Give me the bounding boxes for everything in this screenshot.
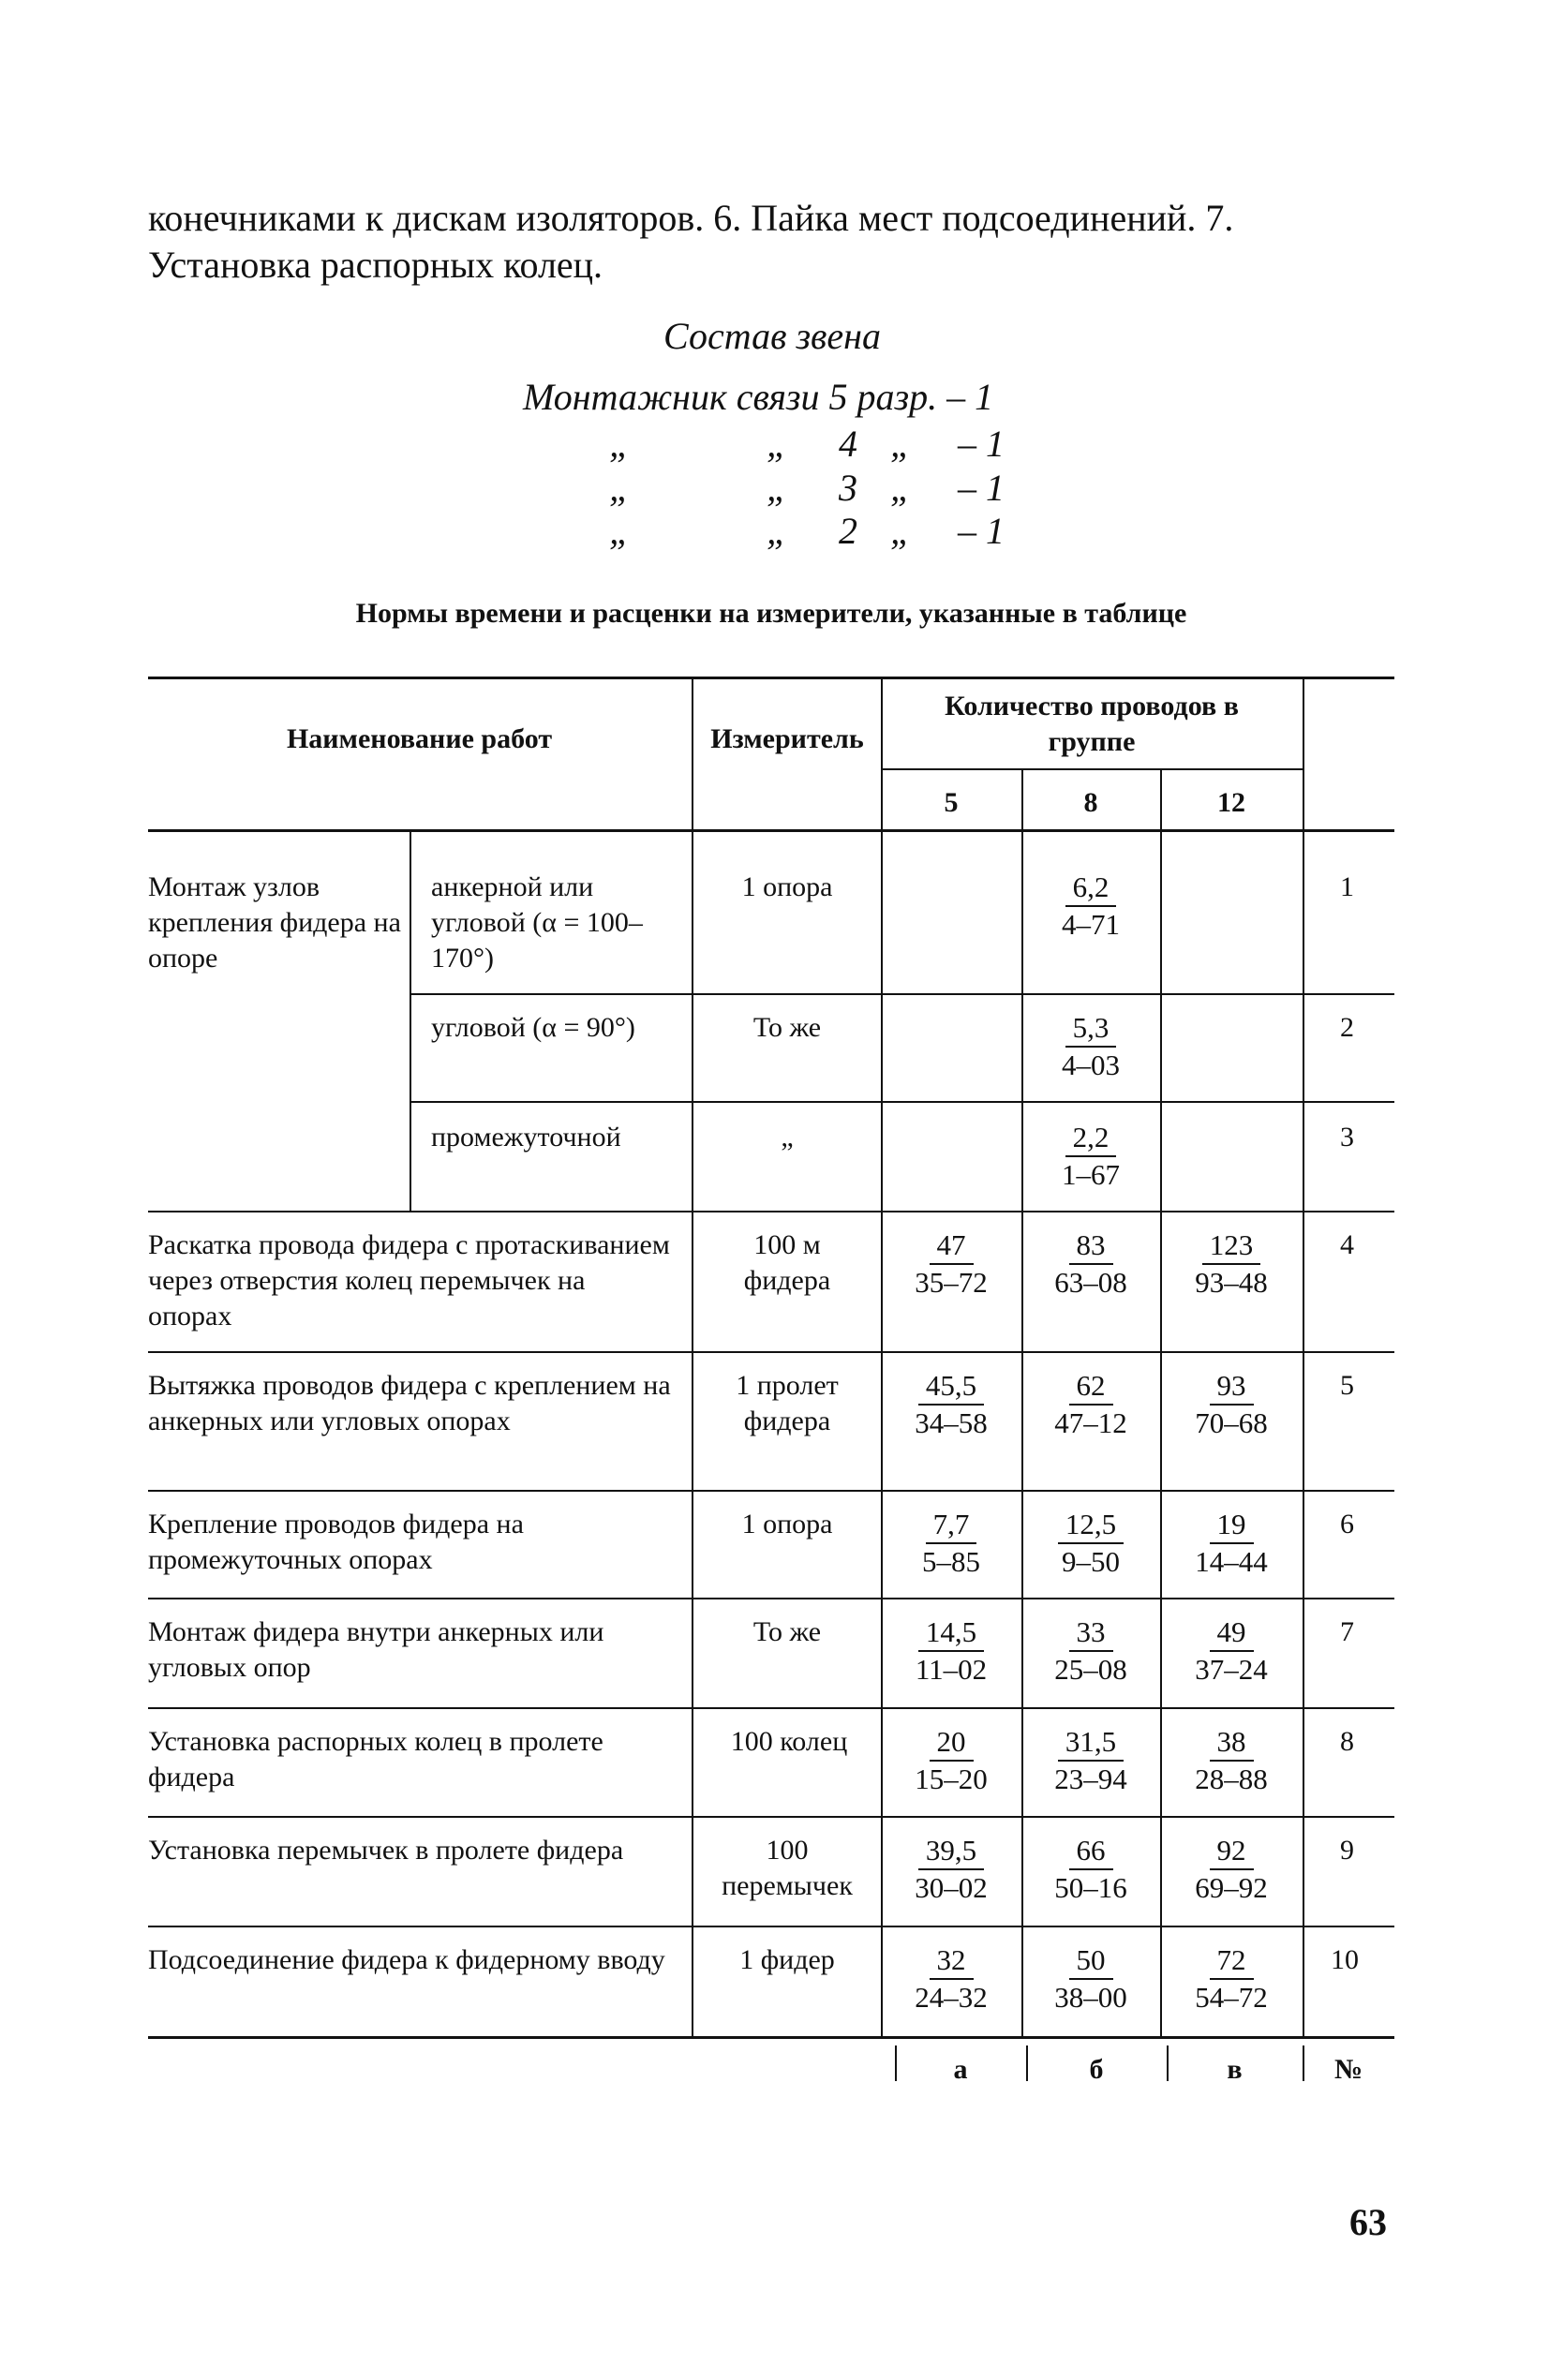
row-7-col-c-den: 37–24 xyxy=(1195,1653,1268,1686)
row-4-col-b-den: 63–08 xyxy=(1054,1266,1127,1299)
row-7-unit: То же xyxy=(752,1616,822,1647)
row-6-no: 6 xyxy=(1340,1509,1354,1540)
row-8-col-b xyxy=(1035,1724,1147,1797)
row-4-unit: 100 м фидера xyxy=(743,1229,831,1296)
row-10-name: Подсоединение фидера к фидерному вводу xyxy=(148,1944,665,1975)
row-rule xyxy=(148,1816,1394,1818)
row-2-col-b xyxy=(1035,1010,1147,1083)
row-5-col-a-den: 34–58 xyxy=(915,1406,988,1439)
row-9-unit: 100 перемычек xyxy=(722,1835,853,1901)
row-9-col-a-den: 30–02 xyxy=(915,1871,988,1904)
row-5-col-b-den: 47–12 xyxy=(1054,1406,1127,1439)
row-9-col-c-num: 92 xyxy=(1210,1833,1254,1870)
crew-count: – 1 xyxy=(958,423,1005,465)
footer-rule xyxy=(1303,2045,1304,2081)
header-bottom-rule xyxy=(148,829,1394,832)
footer-col-a: а xyxy=(953,2054,968,2085)
header-col-5: 5 xyxy=(944,787,959,818)
row-10-no: 10 xyxy=(1331,1944,1359,1975)
row-3-col-b xyxy=(1035,1120,1147,1193)
row-7-col-a xyxy=(895,1614,1007,1688)
footer-col-c: в xyxy=(1227,2054,1243,2085)
crew-count: – 1 xyxy=(958,467,1005,509)
row-8-unit: 100 колец xyxy=(730,1726,848,1757)
row-10-col-a-num: 32 xyxy=(930,1942,974,1980)
row-9-col-b-num: 66 xyxy=(1069,1833,1113,1870)
row-10-col-a-den: 24–32 xyxy=(915,1981,988,2014)
row-5-col-c xyxy=(1175,1368,1288,1441)
crew-grade: 2 xyxy=(839,510,857,552)
row-5-unit: 1 пролет фидера xyxy=(736,1370,839,1436)
row-1-no: 1 xyxy=(1340,871,1354,902)
row-10-col-b-den: 38–00 xyxy=(1054,1981,1127,2014)
table-top-rule xyxy=(148,677,1394,679)
col-rule xyxy=(692,677,693,2036)
crew-title: Состав звена xyxy=(663,315,882,357)
row-4-col-a-num: 47 xyxy=(930,1227,974,1265)
row-2-col-b-den: 4–03 xyxy=(1062,1049,1120,1081)
row-8-col-c-num: 38 xyxy=(1210,1724,1254,1762)
group-name: Монтаж узлов крепления фидера на опоре xyxy=(148,871,401,974)
crew-ditto: „ xyxy=(767,423,788,465)
row-6-col-c-den: 14–44 xyxy=(1195,1545,1268,1578)
row-8-col-b-num: 31,5 xyxy=(1058,1724,1124,1762)
row-8-col-c xyxy=(1175,1724,1288,1797)
col-rule xyxy=(1303,677,1304,2036)
row-7-col-a-den: 11–02 xyxy=(915,1653,988,1686)
row-3-no: 3 xyxy=(1340,1122,1354,1153)
row-6-col-a xyxy=(895,1507,1007,1580)
row-6-col-b-den: 9–50 xyxy=(1062,1545,1120,1578)
row-1-col-b xyxy=(1035,870,1147,943)
col-rule xyxy=(1021,768,1023,2036)
row-3-col-b-den: 1–67 xyxy=(1062,1158,1120,1191)
row-8-col-a-num: 20 xyxy=(930,1724,974,1762)
row-8-col-a xyxy=(895,1724,1007,1797)
row-8-col-a-den: 15–20 xyxy=(915,1763,988,1795)
crew-count: – 1 xyxy=(958,510,1005,552)
row-7-col-b-den: 25–08 xyxy=(1054,1653,1127,1686)
row-7-col-b-num: 33 xyxy=(1069,1614,1113,1652)
table-title: Нормы времени и расценки на измерители, указанные в таблице xyxy=(355,598,1187,629)
row-9-col-a xyxy=(895,1833,1007,1906)
row-9-name: Установка перемычек в пролете фидера xyxy=(148,1835,624,1866)
row-2-sub: угловой (α = 90°) xyxy=(431,1012,635,1043)
col-rule xyxy=(1160,768,1162,2036)
row-7-no: 7 xyxy=(1340,1616,1354,1647)
header-col-12: 12 xyxy=(1217,787,1245,818)
crew-line-1: Монтажник связи 5 разр. – 1 xyxy=(523,376,994,418)
row-4-col-a xyxy=(895,1227,1007,1301)
row-rule xyxy=(148,1598,1394,1599)
row-7-col-a-num: 14,5 xyxy=(918,1614,984,1652)
row-rule xyxy=(410,1101,1394,1103)
row-9-col-c-den: 69–92 xyxy=(1195,1871,1268,1904)
row-4-no: 4 xyxy=(1340,1229,1354,1260)
row-8-col-c-den: 28–88 xyxy=(1195,1763,1268,1795)
row-6-col-b-num: 12,5 xyxy=(1058,1507,1124,1544)
row-4-col-b-num: 83 xyxy=(1069,1227,1113,1265)
row-7-col-c-num: 49 xyxy=(1210,1614,1254,1652)
row-2-no: 2 xyxy=(1340,1012,1354,1043)
row-5-name: Вытяжка проводов фидера с креплением на анкерных или угловых опорах xyxy=(148,1370,671,1436)
row-4-col-c-num: 123 xyxy=(1202,1227,1261,1265)
row-6-unit: 1 опора xyxy=(741,1509,833,1540)
row-3-sub: промежуточной xyxy=(431,1122,621,1153)
footer-number-sign: № xyxy=(1334,2054,1363,2085)
row-6-col-c xyxy=(1175,1507,1288,1580)
crew-ditto: „ xyxy=(890,510,912,552)
row-10-col-c xyxy=(1175,1942,1288,2016)
header-name: Наименование работ xyxy=(286,723,553,754)
row-rule xyxy=(148,1211,1394,1212)
row-7-name: Монтаж фидера внутри анкерных или угловых опор xyxy=(148,1616,604,1683)
row-4-name: Раскатка провода фидера с протаскиванием через отверстия колец перемычек на опорах xyxy=(148,1229,670,1331)
crew-grade: 4 xyxy=(839,423,857,465)
row-10-unit: 1 фидер xyxy=(739,1944,835,1975)
row-6-col-a-num: 7,7 xyxy=(926,1507,977,1544)
row-9-col-c xyxy=(1175,1833,1288,1906)
row-2-unit: То же xyxy=(752,1012,822,1043)
row-9-col-b-den: 50–16 xyxy=(1054,1871,1127,1904)
crew-ditto: „ xyxy=(890,423,912,465)
row-8-no: 8 xyxy=(1340,1726,1354,1757)
header-col-8: 8 xyxy=(1083,787,1098,818)
crew-ditto: „ xyxy=(767,467,788,509)
header-qty: Количество проводов в группе xyxy=(945,691,1239,757)
crew-ditto: „ xyxy=(609,423,631,465)
row-8-name: Установка распорных колец в пролете фидера xyxy=(148,1726,603,1792)
row-7-col-c xyxy=(1175,1614,1288,1688)
col-rule xyxy=(881,677,883,2036)
row-2-col-b-num: 5,3 xyxy=(1065,1010,1117,1048)
row-4-col-c-den: 93–48 xyxy=(1195,1266,1268,1299)
row-rule xyxy=(148,1351,1394,1353)
page-number: 63 xyxy=(1349,2201,1387,2243)
col-rule xyxy=(410,829,411,1211)
row-8-col-b-den: 23–94 xyxy=(1054,1763,1127,1795)
row-5-col-a xyxy=(895,1368,1007,1441)
row-5-col-c-num: 93 xyxy=(1210,1368,1254,1406)
row-9-no: 9 xyxy=(1340,1835,1354,1866)
row-10-col-b xyxy=(1035,1942,1147,2016)
row-rule xyxy=(148,1707,1394,1709)
row-1-col-b-den: 4–71 xyxy=(1062,908,1120,941)
row-rule xyxy=(148,1926,1394,1927)
row-5-no: 5 xyxy=(1340,1370,1354,1401)
footer-col-b: б xyxy=(1089,2054,1104,2085)
row-7-col-b xyxy=(1035,1614,1147,1688)
row-3-col-b-num: 2,2 xyxy=(1065,1120,1117,1157)
row-5-col-c-den: 70–68 xyxy=(1195,1406,1268,1439)
row-4-col-a-den: 35–72 xyxy=(915,1266,988,1299)
intro-paragraph: конечниками к дискам изоляторов. 6. Пайка мест подсоединений. 7. Установка распорных колец. xyxy=(148,197,1234,286)
row-5-col-b xyxy=(1035,1368,1147,1441)
row-6-col-c-num: 19 xyxy=(1210,1507,1254,1544)
row-1-unit: 1 опора xyxy=(741,871,833,902)
crew-ditto: „ xyxy=(767,510,788,552)
row-9-col-a-num: 39,5 xyxy=(918,1833,984,1870)
table-bottom-rule xyxy=(148,2036,1394,2039)
row-4-col-c xyxy=(1175,1227,1288,1301)
row-10-col-b-num: 50 xyxy=(1069,1942,1113,1980)
crew-ditto: „ xyxy=(609,467,631,509)
header-unit: Измеритель xyxy=(710,723,864,754)
row-10-col-c-num: 72 xyxy=(1210,1942,1254,1980)
row-6-name: Крепление проводов фидера на промежуточных опорах xyxy=(148,1509,524,1575)
crew-grade: 3 xyxy=(839,467,857,509)
row-rule xyxy=(410,993,1394,995)
row-rule xyxy=(148,1490,1394,1492)
crew-ditto: „ xyxy=(890,467,912,509)
row-9-col-b xyxy=(1035,1833,1147,1906)
row-6-col-a-den: 5–85 xyxy=(922,1545,980,1578)
row-1-col-b-num: 6,2 xyxy=(1065,870,1117,907)
row-10-col-c-den: 54–72 xyxy=(1195,1981,1268,2014)
row-3-unit: „ xyxy=(781,1122,794,1153)
row-6-col-b xyxy=(1035,1507,1147,1580)
row-10-col-a xyxy=(895,1942,1007,2016)
header-sub-rule xyxy=(881,768,1303,770)
row-5-col-a-num: 45,5 xyxy=(918,1368,984,1406)
crew-ditto: „ xyxy=(609,510,631,552)
row-4-col-b xyxy=(1035,1227,1147,1301)
row-1-sub: анкерной или угловой (α = 100–170°) xyxy=(431,871,643,974)
row-5-col-b-num: 62 xyxy=(1069,1368,1113,1406)
